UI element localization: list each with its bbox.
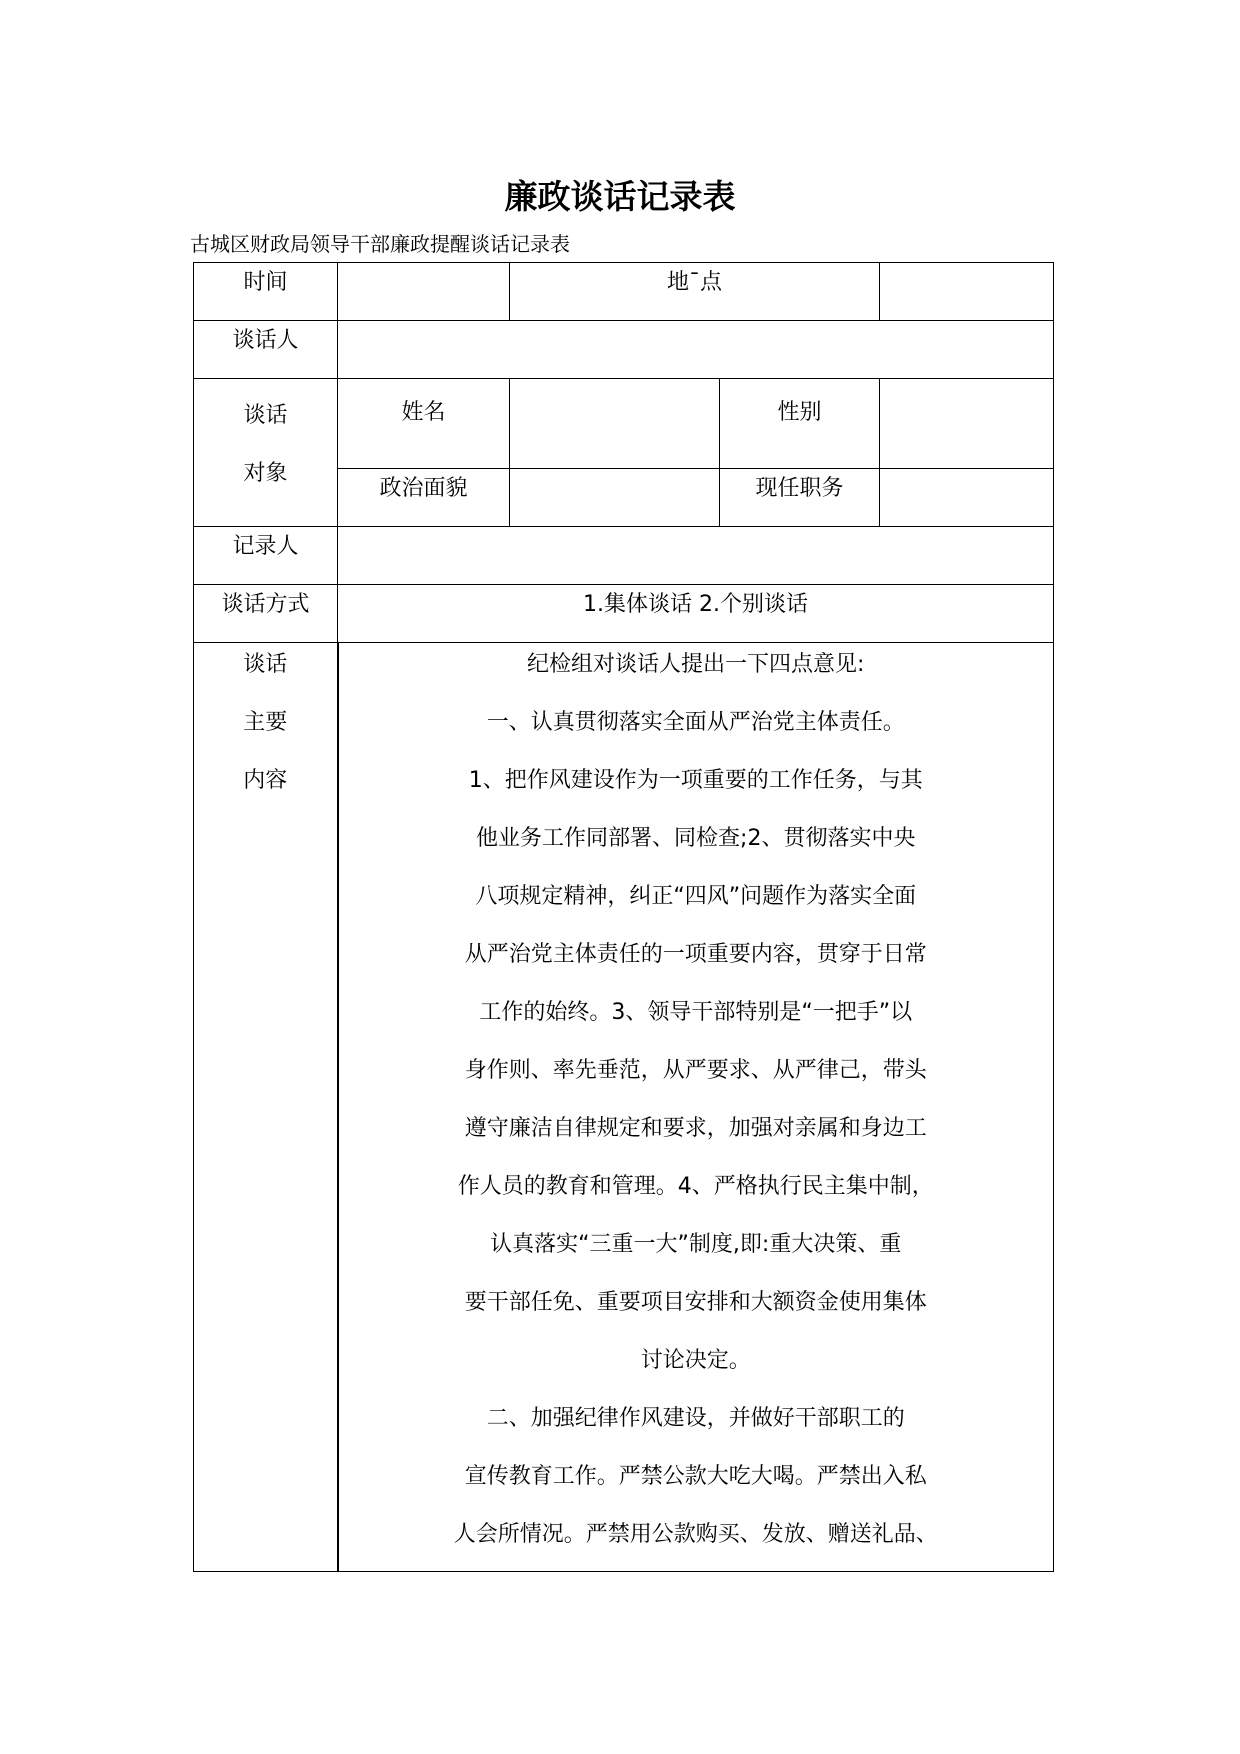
gender-label: 性别 (777, 400, 822, 425)
content-label-line3: 内容 (243, 768, 288, 793)
content-label-line1: 谈话 (243, 652, 288, 677)
content-line: 人会所情况。严禁用公款购买、发放、赠送礼品、 (453, 1522, 938, 1547)
content-line: 二、加强纪律作风建设，并做好干部职工的 (486, 1406, 905, 1431)
content-line: 1、把作风建设作为一项重要的工作任务，与其 (468, 768, 923, 793)
content-line: 作人员的教育和管理。4、严格执行民主集中制， (457, 1174, 934, 1199)
talker-label-cell (194, 321, 338, 379)
content-line: 讨论决定。 (640, 1348, 751, 1373)
gender-value-cell[interactable] (880, 379, 1054, 469)
method-value: 1.集体谈话 2.个别谈话 (583, 592, 808, 617)
name-value-cell[interactable] (510, 379, 720, 469)
position-label-cell (720, 469, 880, 527)
political-value-cell[interactable] (510, 469, 720, 527)
content-line: 纪检组对谈话人提出一下四点意见: (527, 652, 865, 677)
recorder-label: 记录人 (232, 534, 299, 559)
talker-label: 谈话人 (232, 328, 299, 353)
subject-label-line2: 对象 (243, 461, 288, 486)
name-label-cell (338, 379, 510, 469)
row-recorder (194, 527, 1054, 585)
content-line: 一、认真贯彻落实全面从严治党主体责任。 (486, 710, 905, 735)
location-label-cell (510, 263, 880, 321)
political-label: 政治面貌 (379, 476, 468, 501)
row-method (194, 585, 1054, 643)
gender-label-cell (720, 379, 880, 469)
subject-label-cell (194, 379, 338, 527)
content-text (431, 643, 961, 1571)
time-value-cell[interactable] (338, 263, 510, 321)
row-content (194, 643, 1054, 1572)
time-label: 时间 (243, 270, 288, 295)
name-label: 姓名 (401, 400, 446, 425)
method-label: 谈话方式 (221, 592, 310, 617)
recorder-value-cell[interactable] (338, 527, 1054, 585)
position-label: 现任职务 (755, 476, 844, 501)
talker-value-cell[interactable] (338, 321, 1054, 379)
position-value-cell[interactable] (880, 469, 1054, 527)
subject-label-line1: 谈话 (243, 403, 288, 428)
content-line: 他业务工作同部署、同检查;2、贯彻落实中央 (476, 826, 916, 851)
content-line: 八项规定精神，纠正“四风”问题作为落实全面 (475, 884, 917, 909)
row-subject-name-gender (194, 379, 1054, 469)
location-label: 地¯点 (667, 270, 723, 295)
content-line: 身作则、率先垂范，从严要求、从严律己，带头 (464, 1058, 927, 1083)
political-label-cell (338, 469, 510, 527)
content-line: 要干部任免、重要项目安排和大额资金使用集体 (464, 1290, 927, 1315)
content-label-line2: 主要 (243, 710, 288, 735)
content-line: 从严治党主体责任的一项重要内容，贯穿于日常 (464, 942, 927, 967)
method-value-cell (338, 585, 1054, 643)
content-text-cell (338, 643, 1054, 1572)
method-label-cell (194, 585, 338, 643)
row-talker (194, 321, 1054, 379)
location-value-cell[interactable] (880, 263, 1054, 321)
content-label-cell (194, 643, 338, 1572)
document-subtitle: 古城区财政局领导干部廉政提醒谈话记录表 (190, 232, 570, 256)
row-time-location (194, 263, 1054, 321)
content-line: 遵守廉洁自律规定和要求，加强对亲属和身边工 (464, 1116, 927, 1141)
content-line: 认真落实“三重一大”制度,即:重大决策、重 (490, 1232, 902, 1257)
recorder-label-cell (194, 527, 338, 585)
time-label-cell (194, 263, 338, 321)
document-title: 廉政谈话记录表 (504, 177, 736, 216)
content-line: 宣传教育工作。严禁公款大吃大喝。严禁出入私 (464, 1464, 927, 1489)
talk-record-table (193, 262, 1054, 1572)
content-line: 工作的始终。3、领导干部特别是“一把手”以 (479, 1000, 913, 1025)
